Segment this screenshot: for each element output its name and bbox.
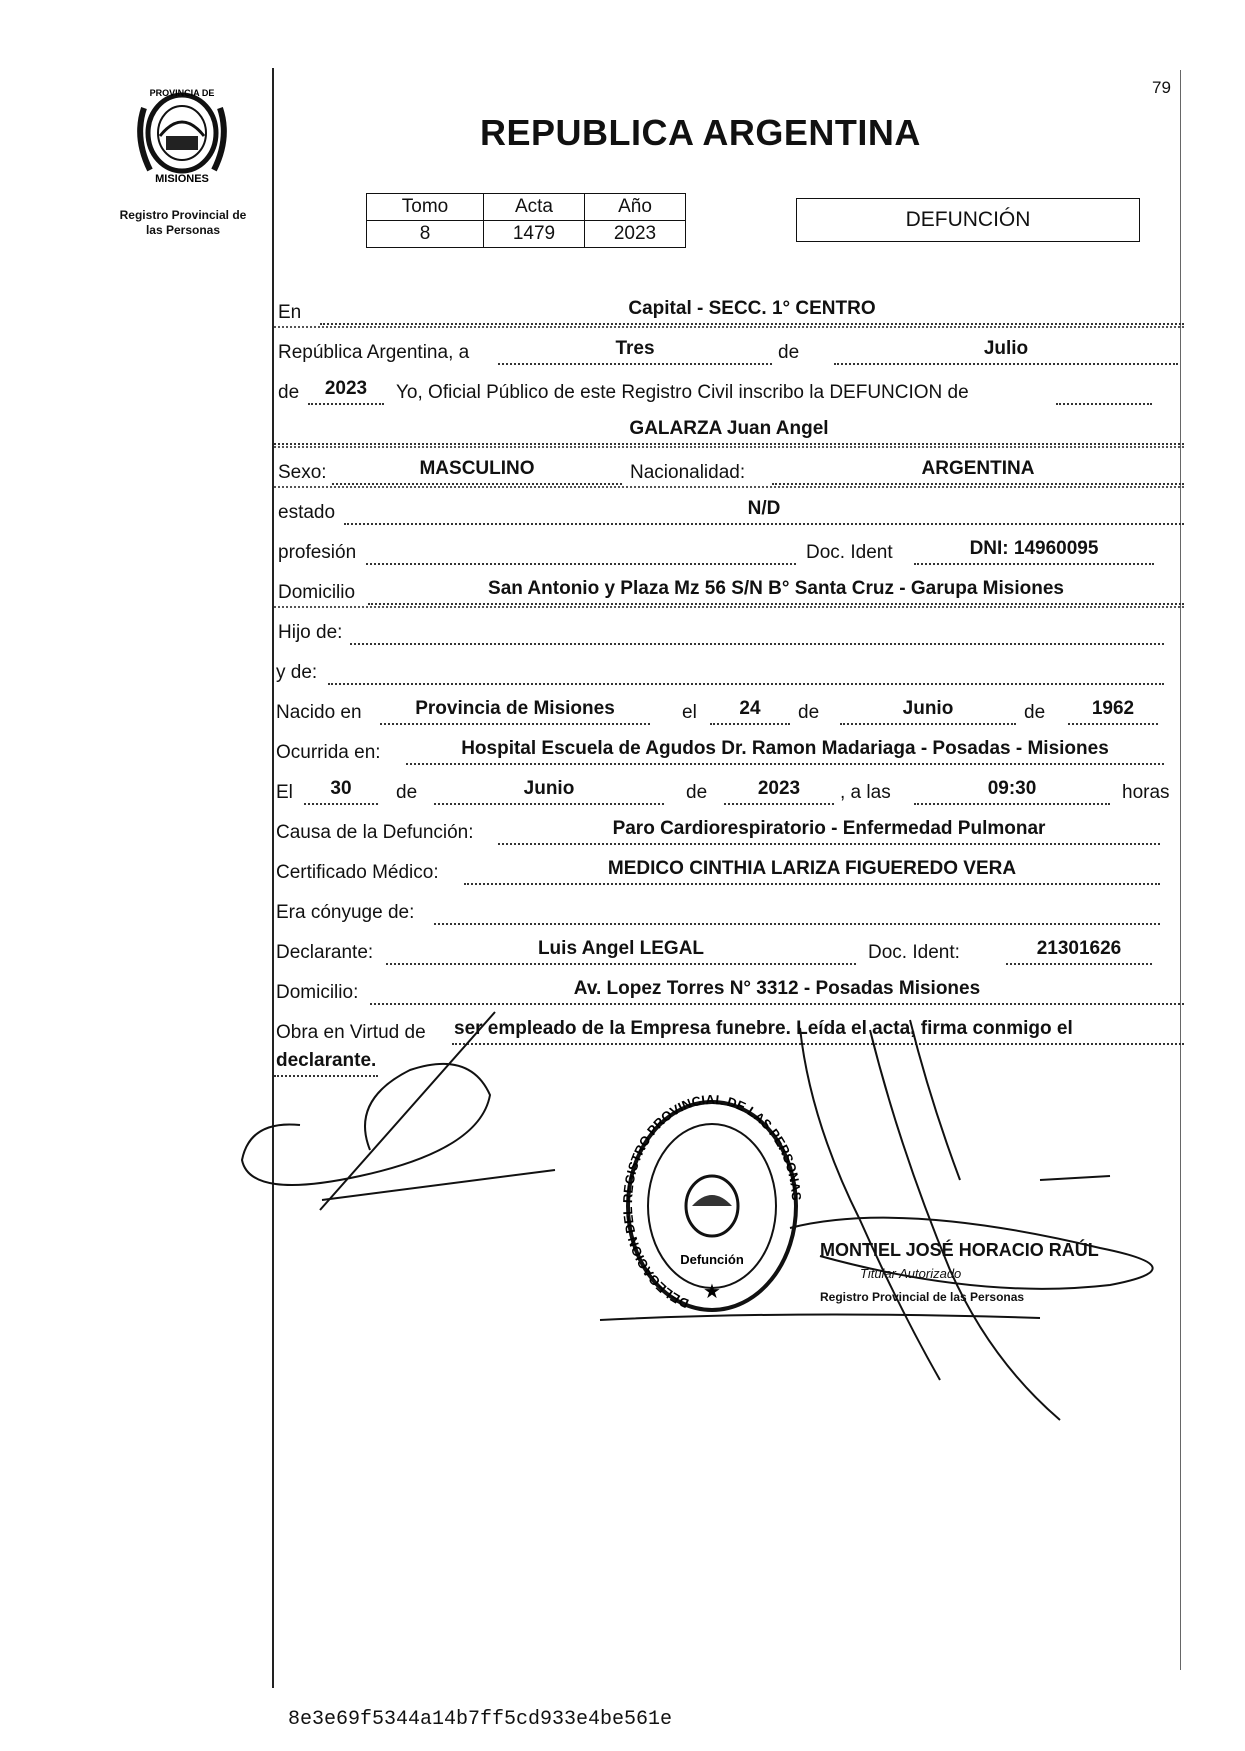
value-def-mes: Junio [523,778,575,799]
label-el: el [682,702,697,723]
row-causa [274,808,1184,848]
row-nacido [274,688,1184,728]
label-de-5: de [396,782,418,803]
official-stamp [622,1094,802,1324]
document-title: REPUBLICA ARGENTINA [480,112,921,153]
label-hijo-de: Hijo de: [278,622,343,643]
row-nombre [274,408,1184,448]
label-declarante: Declarante: [276,942,374,963]
value-declarante: Luis Angel LEGAL [537,938,705,959]
stamp-inner-text: Defunción [680,1252,744,1267]
value-causa: Paro Cardiorespiratorio - Enfermedad Pulmonar [612,818,1046,839]
page-number: 79 [1152,78,1171,97]
row-declarante [274,928,1184,968]
row-certificado [274,848,1184,888]
value-obra-text: ser empleado de la Empresa funebre. Leída el acta, firma conmigo el [454,1018,1073,1039]
stamp-ring-text: DELEGACION DE EGISTRO PROVINCIAL DE LAS PERSONA [622,1094,802,1312]
value-declarante-doc: 21301626 [1036,938,1122,959]
value-nac-dia: 24 [739,698,761,719]
label-obra-prefix: Obra en Virtud de [276,1022,426,1043]
value-anio: 2023 [324,378,368,399]
row-profesion [274,528,1184,568]
label-a-las: , a las [840,782,891,803]
label-de-2: de [278,382,300,403]
org-line-1: Registro Provincial de [119,208,247,222]
row-ocurrida [274,728,1184,768]
value-nombre: GALARZA Juan Angel [629,418,829,439]
row-conyuge [274,888,1184,928]
label-de-4: de [1024,702,1046,723]
value-estado: N/D [747,498,781,519]
svg-text:MISIONES: MISIONES [155,173,209,185]
svg-text:PROVINCIA DE: PROVINCIA DE [149,88,215,98]
label-causa: Causa de la Defunción: [276,822,474,843]
label-de-1: de [778,342,800,363]
value-lugar: Capital - SECC. 1° CENTRO [628,298,876,319]
label-de-6: de [686,782,708,803]
label-yo: Yo, Oficial Público de este Registro Civil inscribo la DEFUNCION de [396,382,969,403]
row-domicilio [274,568,1184,608]
value-def-anio: 2023 [757,778,801,799]
value-hora: 09:30 [987,778,1037,799]
provincial-seal-logo [128,78,236,188]
label-domicilio: Domicilio [278,582,356,603]
value-nac-mes: Junio [902,698,954,719]
label-ocurrida-en: Ocurrida en: [276,742,381,763]
officer-signature [790,1020,1153,1420]
row-lugar [274,288,1184,328]
value-ocurrida-en: Hospital Escuela de Agudos Dr. Ramon Madariaga - Posadas - Misiones [461,738,1109,759]
label-el-cap: El [276,782,293,803]
row-hijo-de [274,608,1184,648]
row-fecha-defuncion [274,768,1184,808]
tomo-value: 8 [367,221,484,248]
value-certificado: MEDICO CINTHIA LARIZA FIGUEREDO VERA [607,858,1017,879]
anio-header: Año [585,194,686,221]
label-horas: horas [1122,782,1170,803]
label-estado: estado [278,502,336,523]
value-domicilio: San Antonio y Plaza Mz 56 S/N B° Santa Cruz - Garupa Misiones [488,578,1064,599]
officer-title: Titular Autorizado [860,1266,962,1281]
label-sexo: Sexo: [278,462,327,483]
row-estado [274,488,1184,528]
label-republica: República Argentina, a [278,342,470,363]
org-line-2: las Personas [145,223,221,237]
label-domicilio-2: Domicilio: [276,982,359,1003]
tomo-header: Tomo [367,194,484,221]
label-doc-ident: Doc. Ident [806,542,893,563]
label-en: En [278,302,302,323]
label-doc-ident-2: Doc. Ident: [868,942,960,963]
anio-value: 2023 [585,221,686,248]
value-doc-ident: DNI: 14960095 [969,538,1099,559]
document-hash: 8e3e69f5344a14b7ff5cd933e4be561e [288,1708,673,1731]
value-declarante-domicilio: Av. Lopez Torres N° 3312 - Posadas Misiones [573,978,981,999]
acta-header: Acta [484,194,585,221]
row-y-de [274,648,1184,688]
value-mes: Julio [983,338,1029,359]
row-sexo-nacionalidad [274,448,1184,488]
value-dia: Tres [615,338,655,359]
row-fecha-inscripcion [274,328,1184,368]
registry-org-name [98,208,268,238]
value-nac-anio: 1962 [1091,698,1135,719]
label-conyuge: Era cónyuge de: [276,902,415,923]
label-nacionalidad: Nacionalidad: [630,462,746,483]
row-anio-inscripcion [274,368,1184,408]
record-type-box: DEFUNCIÓN [796,198,1140,242]
value-nacido-en: Provincia de Misiones [415,698,615,719]
value-sexo: MASCULINO [419,458,535,479]
label-declarante-word: declarante. [276,1050,377,1071]
label-nacido-en: Nacido en [276,702,362,723]
officer-org: Registro Provincial de las Personas [820,1290,1025,1304]
value-def-dia: 30 [330,778,352,799]
label-profesion: profesión [278,542,357,563]
officer-name: MONTIEL JOSÉ HORACIO RAÚL [820,1240,1099,1260]
label-certificado: Certificado Médico: [276,862,439,883]
label-y-de: y de: [276,662,318,683]
row-domicilio-declarante [274,968,1184,1008]
row-obra-cont [274,1040,474,1080]
label-de-3: de [798,702,820,723]
value-nacionalidad: ARGENTINA [921,458,1035,479]
stamp-star-icon: ★ [703,1281,721,1303]
registry-table [366,193,686,248]
acta-value: 1479 [484,221,585,248]
